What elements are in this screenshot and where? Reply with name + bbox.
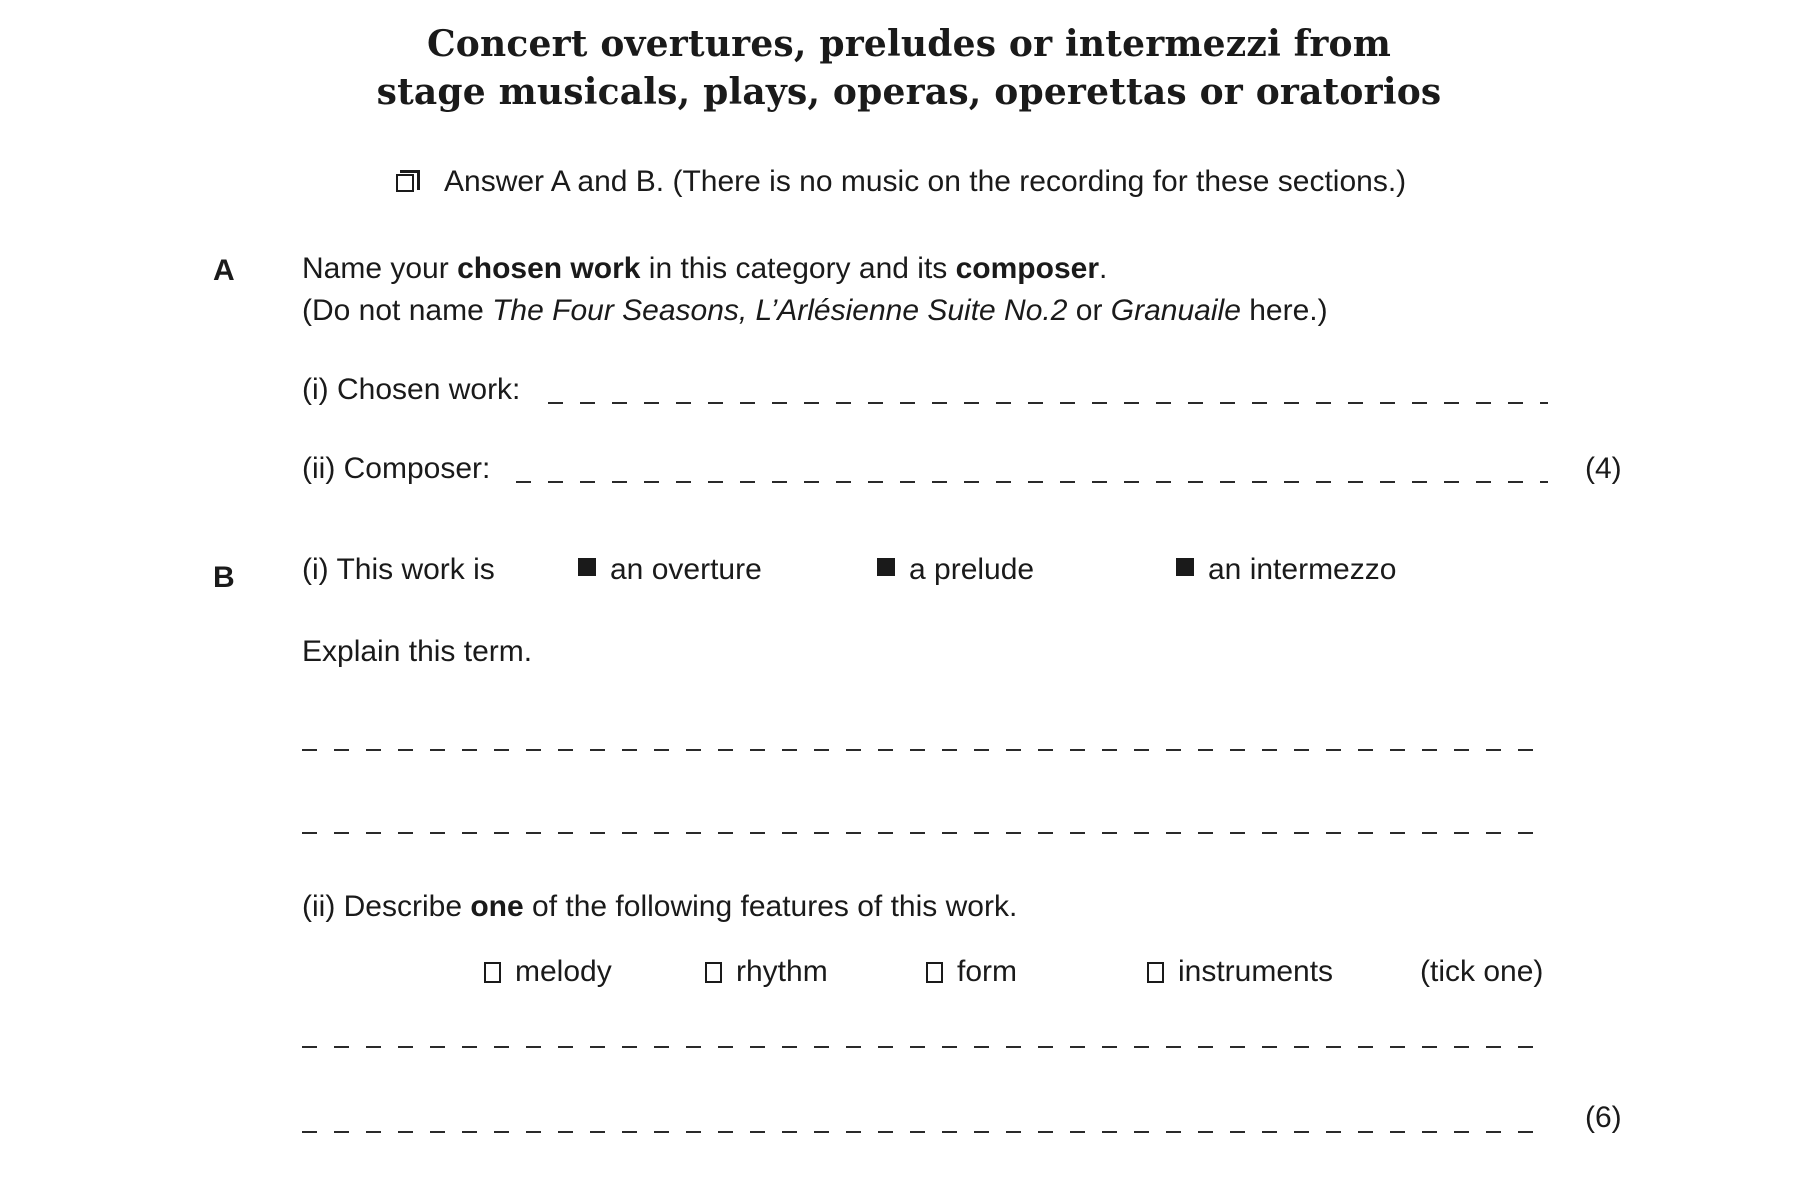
- note-italic-granuaile: Granuaile: [1110, 294, 1241, 327]
- note-italic-works: The Four Seasons, L’Arlésienne Suite No.2: [492, 294, 1068, 327]
- ballot-box-icon: [396, 170, 418, 194]
- option-label: an overture: [610, 553, 762, 586]
- note-text: (Do not name: [302, 294, 493, 327]
- part-ii-prompt: [302, 892, 1017, 922]
- section-a-prompt: [302, 254, 1107, 284]
- describe-answer-line-1[interactable]: [302, 1046, 1548, 1048]
- feature-rhythm[interactable]: [705, 957, 828, 987]
- instruction-text: Answer A and B. (There is no music on the recording for these sections.): [444, 165, 1407, 198]
- feature-instruments[interactable]: [1147, 957, 1333, 987]
- title-line-1: Concert overtures, preludes or intermezzi from: [426, 23, 1392, 65]
- prompt-bold-composer: composer: [955, 252, 1100, 285]
- composer-answer-line[interactable]: [516, 481, 1548, 483]
- checkbox-icon: [484, 962, 501, 983]
- prompt-text: (ii) Describe: [302, 890, 471, 923]
- section-b-letter: B: [213, 561, 235, 594]
- square-checkbox-icon: [578, 558, 596, 576]
- option-prelude[interactable]: [877, 555, 1034, 585]
- section-a-marks: (4): [1585, 452, 1622, 485]
- chosen-work-answer-line[interactable]: [548, 402, 1548, 404]
- section-a-letter: A: [213, 254, 235, 287]
- feature-form[interactable]: [926, 957, 1017, 987]
- prompt-text: of the following features of this work.: [523, 890, 1018, 923]
- part-i-label: (i) This work is: [302, 553, 495, 586]
- prompt-bold-chosen-work: chosen work: [457, 252, 641, 285]
- section-b-marks: (6): [1585, 1101, 1622, 1134]
- explain-answer-line-1[interactable]: [302, 749, 1548, 751]
- composer-label: (ii) Composer:: [302, 452, 491, 485]
- feature-label: form: [957, 955, 1017, 988]
- checkbox-icon: [926, 962, 943, 983]
- prompt-text: Name your: [302, 252, 458, 285]
- feature-label: melody: [515, 955, 612, 988]
- tick-one-note: (tick one): [1420, 955, 1544, 988]
- chosen-work-label: (i) Chosen work:: [302, 373, 521, 406]
- note-text: here.): [1240, 294, 1328, 327]
- checkbox-icon: [705, 962, 722, 983]
- instruction: [396, 167, 1406, 197]
- checkbox-icon: [1147, 962, 1164, 983]
- explain-answer-line-2[interactable]: [302, 832, 1548, 834]
- option-label: an intermezzo: [1208, 553, 1397, 586]
- feature-label: instruments: [1178, 955, 1334, 988]
- square-checkbox-icon: [1176, 558, 1194, 576]
- prompt-text: .: [1099, 252, 1108, 285]
- explain-prompt: Explain this term.: [302, 635, 533, 668]
- section-a-note: [302, 296, 1328, 326]
- describe-answer-line-2[interactable]: [302, 1131, 1548, 1133]
- title-line-2: stage musicals, plays, operas, operettas or oratorios: [376, 71, 1442, 113]
- square-checkbox-icon: [877, 558, 895, 576]
- note-text: or: [1067, 294, 1111, 327]
- feature-label: rhythm: [736, 955, 828, 988]
- prompt-text: in this category and its: [640, 252, 956, 285]
- option-label: a prelude: [909, 553, 1035, 586]
- option-intermezzo[interactable]: [1176, 555, 1396, 585]
- prompt-bold-one: one: [470, 890, 524, 923]
- feature-melody[interactable]: [484, 957, 612, 987]
- option-overture[interactable]: [578, 555, 762, 585]
